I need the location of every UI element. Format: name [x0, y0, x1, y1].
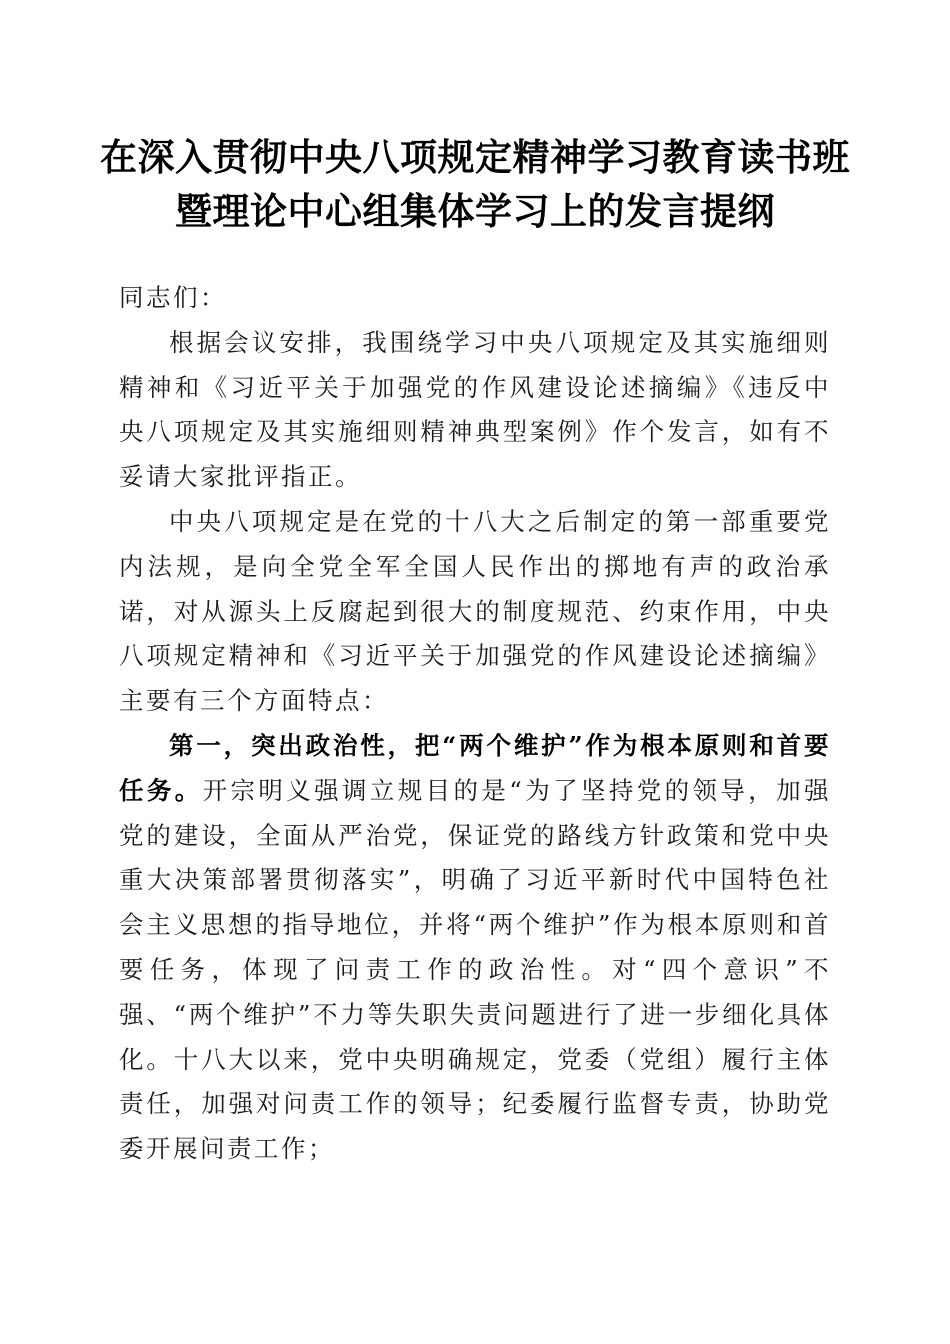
paragraph-3-body: 开宗明义强调立规目的是“为了坚持党的领导，加强党的建设，全面从严治党，保证党的路线方针政策和党中央重大决策部署贯彻落实”，明确了习近平新时代中国特色社会主义思想的指导地位，并将“两个维护”作为根本原则和首要任务，体现了问责工作的政治性。对“四个意识”不强、“两个维护”不力等失职失责问题进行了进一步细化具体化。十八大以来，党中央明确规定，党委（党组）履行主体责任，加强对问责工作的领导；纪委履行监督专责，协助党委开展问责工作；	[119, 775, 831, 1164]
paragraph-3	[119, 724, 831, 1172]
document-body	[119, 276, 831, 1172]
salutation: 同志们：	[119, 283, 227, 312]
paragraph-1: 根据会议安排，我围绕学习中央八项规定及其实施细则精神和《习近平关于加强党的作风建设论述摘编》《违反中央八项规定及其实施细则精神典型案例》作个发言，如有不妥请大家批评指正。	[119, 327, 831, 492]
title-line-2: 暨理论中心组集体学习上的发言提纲	[175, 189, 775, 233]
paragraph-2: 中央八项规定是在党的十八大之后制定的第一部重要党内法规，是向全党全军全国人民作出的掷地有声的政治承诺，对从源头上反腐起到很大的制度规范、约束作用，中央八项规定精神和《习近平关于加强党的作风建设论述摘编》主要有三个方面特点：	[119, 506, 831, 716]
paragraph-3-lead: 第一，突出政治性，把“两个维护”作为根本原则和首要任务。	[119, 730, 831, 805]
document-title	[60, 130, 890, 238]
title-line-1: 在深入贯彻中央八项规定精神学习教育读书班	[100, 135, 850, 179]
